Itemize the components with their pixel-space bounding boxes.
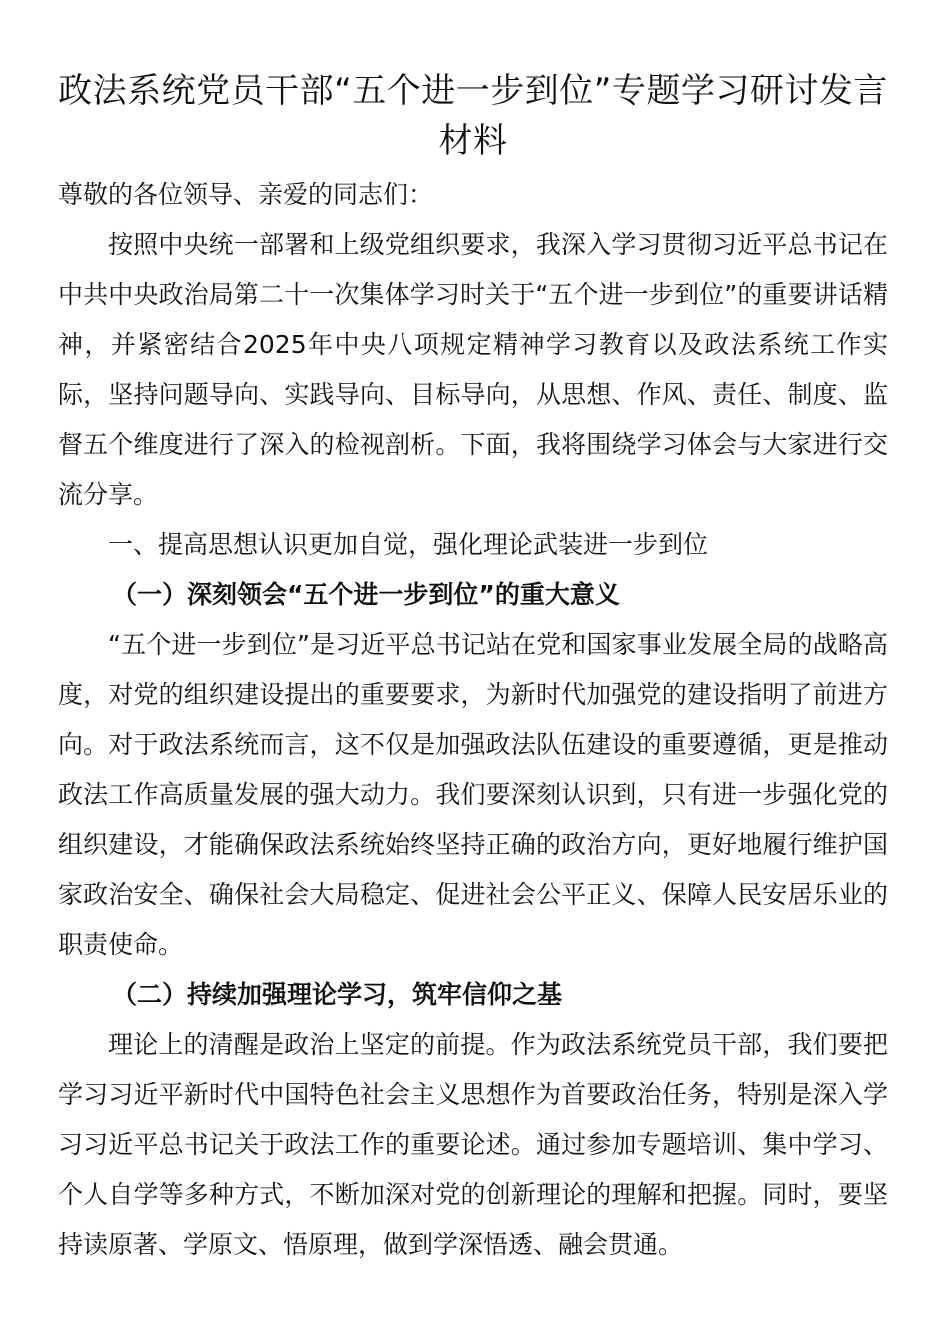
intro-paragraph: 按照中央统一部署和上级党组织要求，我深入学习贯彻习近平总书记在中共中央政治局第二十一次集体学习时关于“五个进一步到位”的重要讲话精神，并紧密结合2025年中央八项规定精神学习教育以及政法系统工作实际，坚持问题导向、实践导向、目标导向，从思想、作风、责任、制度、监督五个维度进行了深入的检视剖析。下面，我将围绕学习体会与大家进行交流分享。 [58,230,888,509]
salutation: 尊敬的各位领导、亲爱的同志们： [58,180,434,209]
document-body [58,170,888,1270]
subsection-2-heading: （二）持续加强理论学习，筑牢信仰之基 [112,980,563,1009]
document-title: 政法系统党员干部“五个进一步到位”专题学习研讨发言材料 [58,71,888,161]
subsection-1-heading: （一）深刻领会“五个进一步到位”的重大意义 [112,580,620,609]
subsection-2-paragraph: 理论上的清醒是政治上坚定的前提。作为政法系统党员干部，我们要把学习习近平新时代中国特色社会主义思想作为首要政治任务，特别是深入学习习近平总书记关于政法工作的重要论述。通过参加专题培训、集中学习、个人自学等多种方式，不断加深对党的创新理论的理解和把握。同时，要坚持读原著、学原文、悟原理，做到学深悟透、融会贯通。 [58,1030,888,1259]
subsection-1-paragraph: “五个进一步到位”是习近平总书记站在党和国家事业发展全局的战略高度，对党的组织建设提出的重要要求，为新时代加强党的建设指明了前进方向。对于政法系统而言，这不仅是加强政法队伍建设的重要遵循，更是推动政法工作高质量发展的强大动力。我们要深刻认识到，只有进一步强化党的组织建设，才能确保政法系统始终坚持正确的政治方向，更好地履行维护国家政治安全、确保社会大局稳定、促进社会公平正义、保障人民安居乐业的职责使命。 [58,630,888,959]
section-1-heading: 一、提高思想认识更加自觉，强化理论武装进一步到位 [108,530,709,559]
